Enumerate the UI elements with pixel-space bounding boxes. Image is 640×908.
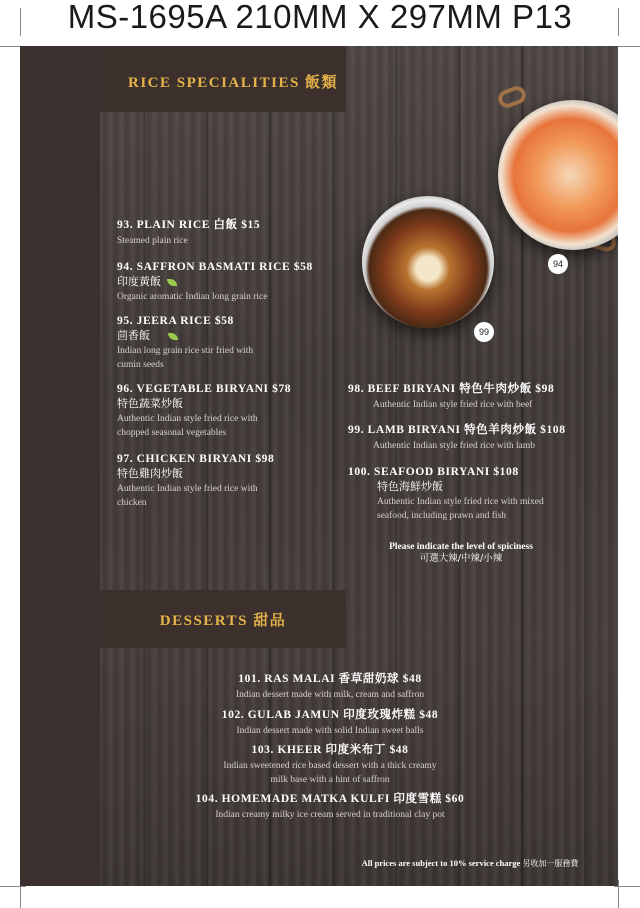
item-chinese-name: [117, 275, 313, 289]
item-title: 101. RAS MALAI 香草甜奶球 $48: [238, 673, 422, 685]
service-charge-note: [350, 857, 590, 870]
item-title: 102. GULAB JAMUN 印度玫瑰炸糕 $48: [221, 709, 439, 721]
item-title: 95. JEERA RICE $58: [117, 315, 234, 327]
crop-mark: [0, 886, 26, 887]
item-description: Authentic Indian style fried rice with mixed: [377, 497, 544, 507]
service-charge-zh: 另收加一服務費: [522, 859, 579, 868]
menu-item: [117, 382, 291, 440]
item-description: Steamed plain rice: [117, 236, 188, 246]
item-description: Indian dessert made with milk, cream and saffron: [235, 690, 425, 700]
crop-mark: [20, 8, 21, 36]
spice-note-en: Please indicate the level of spiciness: [389, 542, 533, 552]
spice-note-zh: 可選大辣/中辣/小辣: [419, 553, 503, 564]
item-chinese-text: 印度黃飯: [117, 275, 161, 288]
item-chinese-name: 特色蔬菜炒飯: [117, 397, 183, 410]
item-chinese-text: 茴香飯: [117, 329, 150, 342]
item-description: seafood, including prawn and fish: [377, 511, 507, 521]
menu-item: [117, 260, 313, 304]
menu-item: [210, 708, 450, 738]
menu-item: [210, 672, 450, 702]
menu-item: [117, 452, 274, 510]
saffron-rice-photo: [498, 100, 618, 250]
menu-page: [20, 46, 618, 886]
item-chinese-name: 特色海鮮炒飯: [377, 480, 443, 493]
crop-mark: [614, 886, 640, 887]
menu-item: [348, 423, 566, 453]
vegetarian-leaf-icon: [168, 333, 178, 340]
item-title: 94. SAFFRON BASMATI RICE $58: [117, 261, 313, 273]
menu-item: [180, 792, 480, 822]
item-description: Authentic Indian style fried rice with: [117, 414, 258, 424]
vegetarian-leaf-icon: [167, 279, 177, 286]
item-description: chopped seasonal vegetables: [117, 428, 227, 438]
print-header: MS-1695A 210MM X 297MM P13: [67, 0, 573, 35]
item-title: 104. HOMEMADE MATKA KULFI 印度雪糕 $60: [195, 793, 465, 805]
item-title: 100. SEAFOOD BIRYANI $108: [348, 466, 519, 478]
item-description: Authentic Indian style fried rice with beef: [373, 400, 533, 410]
item-chinese-name: [117, 329, 253, 343]
menu-item: [348, 465, 544, 523]
item-description: milk base with a hint of saffron: [270, 775, 390, 785]
item-description: Indian dessert made with solid Indian sweet balls: [236, 726, 424, 736]
item-title: 99. LAMB BIRYANI 特色羊肉炒飯 $108: [348, 424, 566, 436]
menu-item: [117, 218, 260, 248]
rice-section-header: RICE SPECIALITIES 飯類: [100, 46, 346, 112]
item-title: 93. PLAIN RICE 白飯 $15: [117, 219, 261, 231]
spice-note: [366, 541, 556, 565]
item-title: 96. VEGETABLE BIRYANI $78: [117, 383, 292, 395]
photo-badge-94: 94: [548, 254, 568, 274]
item-description: Indian creamy milky ice cream served in traditional clay pot: [215, 810, 445, 820]
menu-item: [348, 382, 554, 412]
item-title: 103. KHEER 印度米布丁 $48: [251, 744, 409, 756]
crop-mark: [618, 880, 619, 908]
item-description: Indian sweetened rice based dessert with a thick creamy: [223, 761, 437, 771]
photo-badge-99: 99: [474, 322, 494, 342]
dessert-section-header: DESSERTS 甜品: [100, 590, 346, 648]
item-title: 97. CHICKEN BIRYANI $98: [117, 453, 275, 465]
menu-item: [210, 743, 450, 787]
item-chinese-name: 特色雞肉炒飯: [117, 467, 183, 480]
item-description: cumin seeds: [117, 360, 164, 370]
lamb-biryani-photo: [362, 196, 494, 328]
item-description: Indian long grain rice stir fried with: [117, 346, 254, 356]
item-description: Organic aromatic Indian long grain rice: [117, 292, 268, 302]
item-description: Authentic Indian style fried rice with lamb: [373, 441, 535, 451]
service-charge-en: All prices are subject to 10% service charge: [361, 858, 521, 868]
bowl-handle: [496, 84, 528, 110]
crop-mark: [618, 8, 619, 36]
side-band: [20, 46, 100, 886]
menu-item: [117, 314, 253, 372]
item-description: Authentic Indian style fried rice with: [117, 484, 258, 494]
item-title: 98. BEEF BIRYANI 特色牛肉炒飯 $98: [348, 383, 555, 395]
item-description: chicken: [117, 498, 147, 508]
